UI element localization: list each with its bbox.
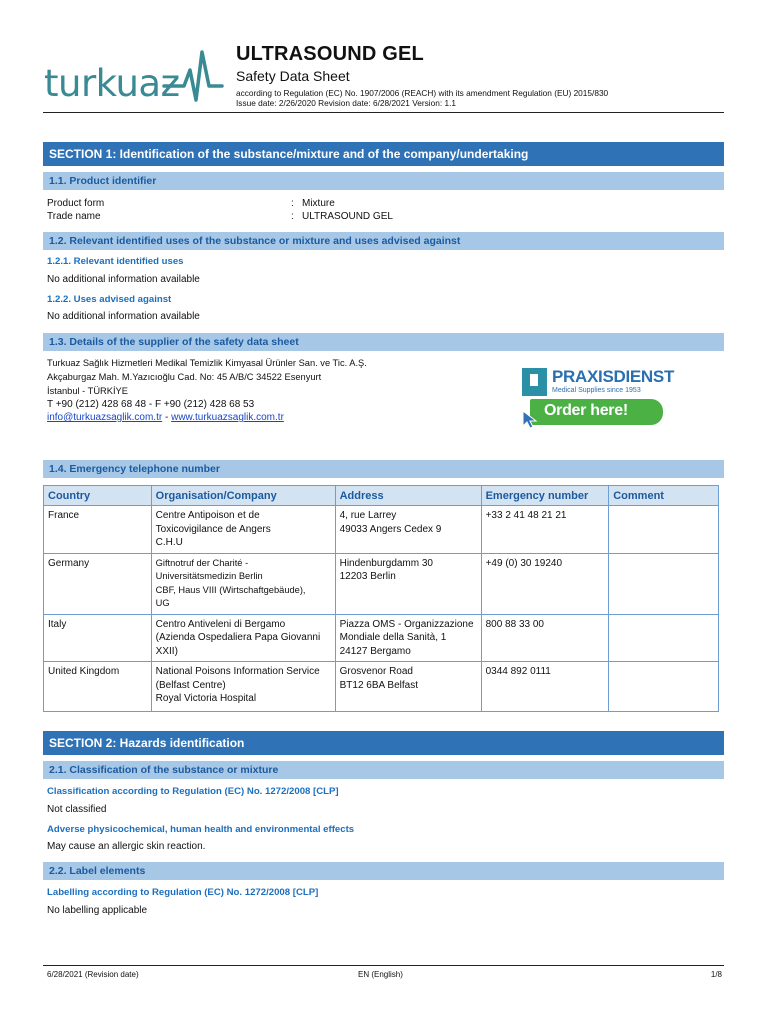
dates-line: Issue date: 2/26/2020 Revision date: 6/28/2021 Version: 1.1 [236, 98, 457, 108]
ad-brand: PRAXISDIENST [552, 367, 675, 386]
regulation-line: according to Regulation (EC) No. 1907/2006 (REACH) with its amendment Regulation (EU) 2015/830 [236, 88, 609, 98]
org-line: Giftnotruf der Charité - [155, 557, 249, 568]
address-line: Mondiale della Sanità, 1 [339, 632, 447, 643]
cell-country: Italy [44, 614, 152, 662]
table-row [44, 614, 719, 662]
trade-name-sep: : [291, 211, 294, 222]
subsection-2-2-header: 2.2. Label elements [43, 862, 724, 880]
trade-name-value: ULTRASOUND GEL [302, 211, 393, 222]
cell-number: +49 (0) 30 19240 [481, 553, 609, 614]
cell-address [335, 553, 481, 614]
ad-tagline: Medical Supplies since 1953 [552, 387, 641, 394]
cell-organisation [151, 553, 335, 614]
address-line: 4, rue Larrey [339, 510, 397, 521]
supplier-address: Akçaburgaz Mah. M.Yazıcıoğlu Cad. No: 45 A/B/C 34522 Esenyurt [47, 372, 322, 382]
subsection-1-1-header: 1.1. Product identifier [43, 172, 724, 190]
supplier-company: Turkuaz Sağlık Hizmetleri Medikal Temizlik Kimyasal Ürünler San. ve Tic. A.Ş. [47, 358, 367, 368]
org-line: CBF, Haus VIII (Wirtschaftgebäude), [155, 584, 306, 595]
labelling-text: No labelling applicable [47, 905, 148, 916]
cell-country: United Kingdom [44, 662, 152, 712]
uses-advised-text: No additional information available [47, 311, 200, 322]
section-2-header: SECTION 2: Hazards identification [43, 731, 724, 755]
address-line: 49033 Angers Cedex 9 [339, 523, 442, 535]
cell-country: Germany [44, 553, 152, 614]
address-line: Hindenburgdamm 30 [339, 557, 433, 569]
cursor-arrow-icon [520, 408, 542, 430]
emergency-table-header [44, 486, 719, 506]
cell-number: 0344 892 0111 [481, 662, 609, 712]
org-line: (Azienda Ospedaliera Papa Giovanni [155, 632, 321, 643]
col-country: Country [44, 486, 152, 506]
col-comment: Comment [609, 486, 719, 506]
footer-date: 6/28/2021 (Revision date) [47, 970, 139, 979]
product-form-sep: : [291, 198, 294, 209]
cell-address [335, 614, 481, 662]
footer-language: EN (English) [358, 970, 403, 979]
table-row [44, 662, 719, 712]
email-link[interactable]: info@turkuazsaglik.com.tr [47, 412, 163, 423]
supplier-city: İstanbul - TÜRKİYE [47, 386, 128, 396]
cell-comment [609, 553, 719, 614]
document-subtitle: Safety Data Sheet [236, 68, 350, 84]
trade-name-label: Trade name [47, 211, 101, 222]
address-line: 12203 Berlin [339, 571, 396, 582]
cell-organisation [151, 506, 335, 554]
footer-page-number: 1/8 [710, 970, 722, 979]
turkuaz-logo [44, 40, 224, 106]
cell-address [335, 506, 481, 554]
header-divider [43, 112, 724, 113]
product-form-value: Mixture [302, 198, 335, 209]
cell-address [335, 662, 481, 712]
footer-divider [43, 965, 724, 966]
subsection-2-1-header: 2.1. Classification of the substance or mixture [43, 761, 724, 779]
org-line: Royal Victoria Hospital [155, 693, 257, 704]
org-line: XXII) [155, 645, 178, 657]
praxisdienst-logo-icon [522, 368, 547, 396]
relevant-uses-heading: 1.2.1. Relevant identified uses [47, 256, 184, 267]
adverse-effects-heading: Adverse physicochemical, human health and environmental effects [47, 824, 355, 835]
supplier-phone: T +90 (212) 428 68 48 - F +90 (212) 428 68 53 [47, 399, 255, 410]
org-line: UG [155, 598, 170, 608]
table-row [44, 553, 719, 614]
cell-number: +33 2 41 48 21 21 [481, 506, 609, 554]
labelling-heading: Labelling according to Regulation (EC) No. 1272/2008 [CLP] [47, 887, 319, 898]
cell-number: 800 88 33 00 [481, 614, 609, 662]
col-organisation: Organisation/Company [151, 486, 335, 506]
org-line: Universitätsmedizin Berlin [155, 571, 263, 581]
col-emergency-number: Emergency number [481, 486, 609, 506]
clp-classification-text: Not classified [47, 804, 107, 815]
org-line: Centro Antiveleni di Bergamo [155, 618, 286, 630]
uses-advised-heading: 1.2.2. Uses advised against [47, 294, 172, 305]
relevant-uses-text: No additional information available [47, 274, 200, 285]
clp-classification-heading: Classification according to Regulation (EC) No. 1272/2008 [CLP] [47, 786, 339, 797]
cell-comment [609, 614, 719, 662]
address-line: BT12 6BA Belfast [339, 679, 418, 691]
website-link[interactable]: www.turkuazsaglik.com.tr [171, 412, 284, 423]
logo-wordmark: turkuaz [44, 62, 180, 105]
adverse-effects-text: May cause an allergic skin reaction. [47, 841, 206, 852]
cell-comment [609, 506, 719, 554]
subsection-1-4-header: 1.4. Emergency telephone number [43, 460, 724, 478]
org-line: National Poisons Information Service [155, 666, 320, 677]
cell-comment [609, 662, 719, 712]
subsection-1-3-header: 1.3. Details of the supplier of the safety data sheet [43, 333, 724, 351]
document-title: ULTRASOUND GEL [236, 43, 424, 65]
org-line: (Belfast Centre) [155, 679, 226, 691]
org-line: Centre Antipoison et de [155, 510, 260, 521]
table-row [44, 506, 719, 554]
address-line: Piazza OMS - Organizzazione [339, 618, 474, 630]
subsection-1-2-header: 1.2. Relevant identified uses of the substance or mixture and uses advised against [43, 232, 724, 250]
address-line: Grosvenor Road [339, 666, 413, 677]
cell-country: France [44, 506, 152, 554]
org-line: Toxicovigilance de Angers [155, 523, 271, 535]
cell-organisation [151, 614, 335, 662]
order-here-button[interactable]: Order here! [530, 399, 663, 425]
emergency-table [43, 485, 719, 712]
address-line: 24127 Bergamo [339, 645, 411, 657]
supplier-links [47, 412, 284, 423]
link-separator: - [162, 412, 172, 423]
cell-organisation [151, 662, 335, 712]
praxisdienst-ad[interactable] [518, 366, 675, 432]
col-address: Address [335, 486, 481, 506]
section-1-header: SECTION 1: Identification of the substance/mixture and of the company/undertaking [43, 142, 724, 166]
product-form-label: Product form [47, 198, 105, 209]
org-line: C.H.U [155, 537, 183, 548]
